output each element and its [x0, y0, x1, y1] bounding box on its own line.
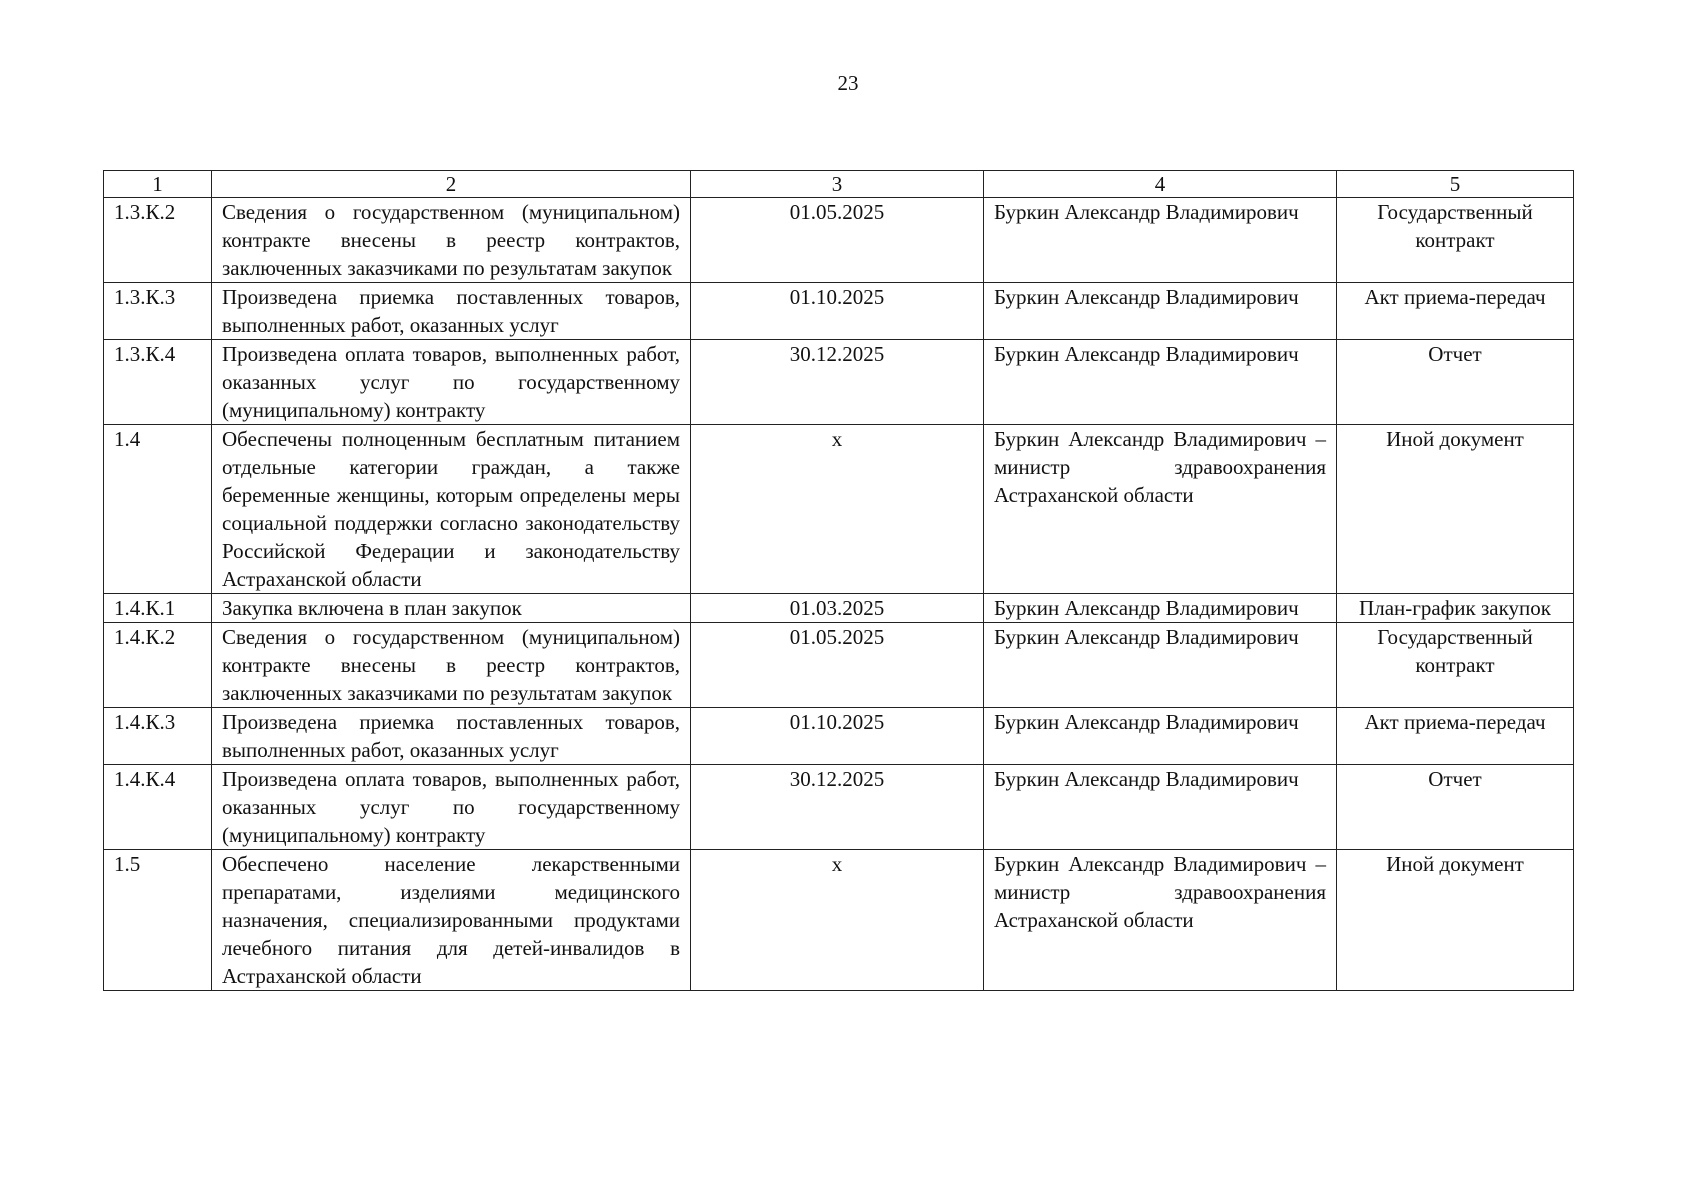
due-date: 01.10.2025 [691, 708, 984, 765]
row-number: 1.3.К.4 [104, 340, 212, 425]
table-row [104, 340, 1574, 425]
responsible-person: Буркин Александр Владимирович – министр здравоохранения Астраханской области [984, 850, 1337, 991]
result-text: Произведена приемка поставленных товаров, выполненных работ, оказанных услуг [212, 708, 691, 765]
row-number: 1.4.К.2 [104, 623, 212, 708]
result-text: Закупка включена в план закупок [212, 594, 691, 623]
table-row [104, 708, 1574, 765]
due-date: 01.03.2025 [691, 594, 984, 623]
due-date: х [691, 425, 984, 594]
responsible-person: Буркин Александр Владимирович [984, 623, 1337, 708]
document-type: Акт приема-передач [1337, 708, 1574, 765]
responsible-person: Буркин Александр Владимирович [984, 594, 1337, 623]
result-text: Сведения о государственном (муниципальном) контракте внесены в реестр контрактов, заключенных заказчиками по результатам закупок [212, 623, 691, 708]
column-header: 4 [984, 171, 1337, 198]
column-header: 3 [691, 171, 984, 198]
table-row [104, 765, 1574, 850]
result-text: Произведена приемка поставленных товаров, выполненных работ, оказанных услуг [212, 283, 691, 340]
responsible-person: Буркин Александр Владимирович [984, 340, 1337, 425]
result-text: Сведения о государственном (муниципальном) контракте внесены в реестр контрактов, заключенных заказчиками по результатам закупок [212, 198, 691, 283]
table-row [104, 623, 1574, 708]
due-date: 01.05.2025 [691, 623, 984, 708]
responsible-person: Буркин Александр Владимирович [984, 765, 1337, 850]
row-number: 1.4.К.4 [104, 765, 212, 850]
table-row [104, 594, 1574, 623]
document-type: План-график закупок [1337, 594, 1574, 623]
table-row [104, 198, 1574, 283]
document-type: Государственный контракт [1337, 623, 1574, 708]
row-number: 1.3.К.3 [104, 283, 212, 340]
row-number: 1.5 [104, 850, 212, 991]
column-header: 5 [1337, 171, 1574, 198]
table-row [104, 283, 1574, 340]
row-number: 1.4.К.1 [104, 594, 212, 623]
result-text: Произведена оплата товаров, выполненных работ, оказанных услуг по государственному (муниципальному) контракту [212, 340, 691, 425]
row-number: 1.3.К.2 [104, 198, 212, 283]
document-type: Государственный контракт [1337, 198, 1574, 283]
due-date: 30.12.2025 [691, 765, 984, 850]
responsible-person: Буркин Александр Владимирович [984, 283, 1337, 340]
document-type: Отчет [1337, 340, 1574, 425]
due-date: 01.10.2025 [691, 283, 984, 340]
column-header: 1 [104, 171, 212, 198]
page-number: 23 [837, 71, 859, 95]
due-date: х [691, 850, 984, 991]
column-header: 2 [212, 171, 691, 198]
document-type: Отчет [1337, 765, 1574, 850]
document-type: Иной документ [1337, 850, 1574, 991]
due-date: 30.12.2025 [691, 340, 984, 425]
table-row [104, 425, 1574, 594]
plan-table [103, 170, 1574, 991]
result-text: Обеспечены полноценным бесплатным питанием отдельные категории граждан, а также беременные женщины, которым определены меры социальной поддержки согласно законодательству Российской Федерации и законодательству Астраханской области [212, 425, 691, 594]
result-text: Обеспечено население лекарственными препаратами, изделиями медицинского назначения, специализированными продуктами лечебного питания для детей-инвалидов в Астраханской области [212, 850, 691, 991]
table-row [104, 850, 1574, 991]
row-number: 1.4.К.3 [104, 708, 212, 765]
table-header-row [104, 171, 1574, 198]
responsible-person: Буркин Александр Владимирович [984, 708, 1337, 765]
result-text: Произведена оплата товаров, выполненных работ, оказанных услуг по государственному (муниципальному) контракту [212, 765, 691, 850]
responsible-person: Буркин Александр Владимирович – министр здравоохранения Астраханской области [984, 425, 1337, 594]
responsible-person: Буркин Александр Владимирович [984, 198, 1337, 283]
document-type: Акт приема-передач [1337, 283, 1574, 340]
document-type: Иной документ [1337, 425, 1574, 594]
row-number: 1.4 [104, 425, 212, 594]
due-date: 01.05.2025 [691, 198, 984, 283]
